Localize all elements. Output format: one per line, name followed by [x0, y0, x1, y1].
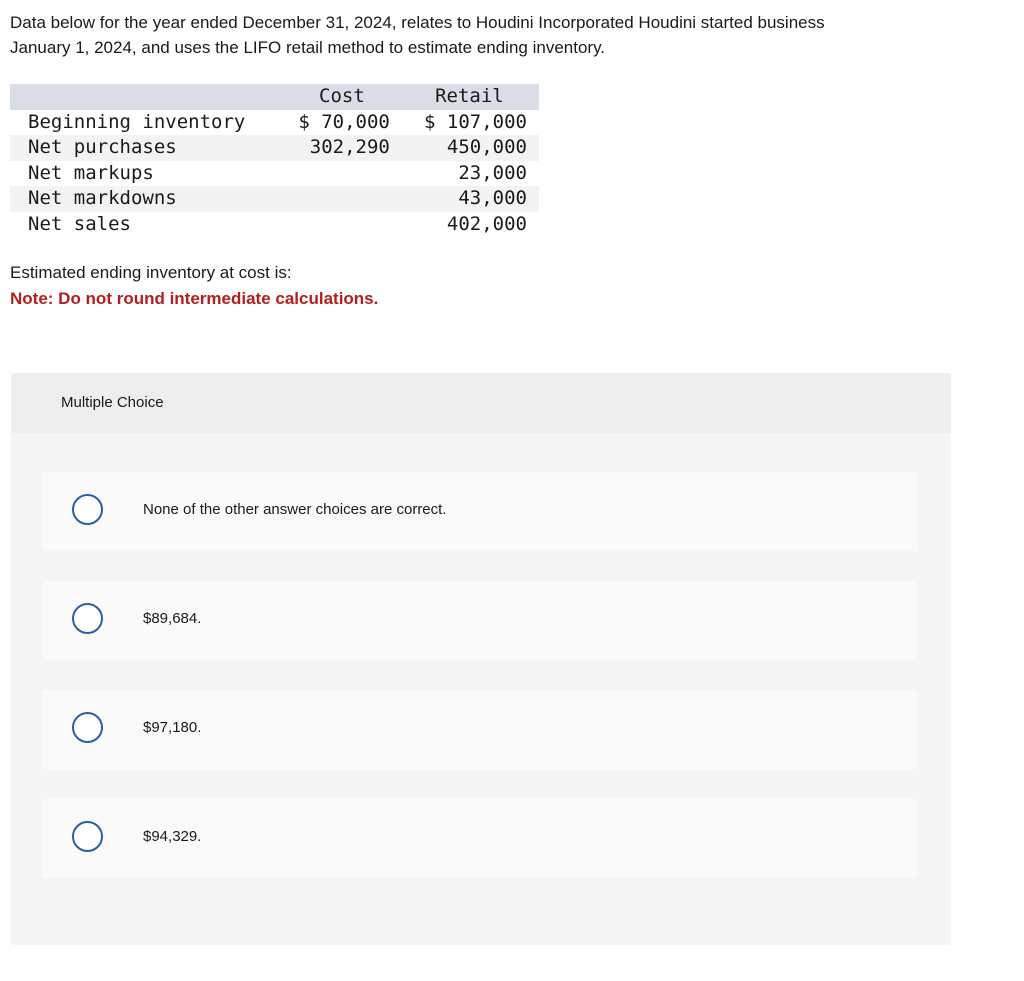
question-prompt: Estimated ending inventory at cost is:: [10, 263, 292, 282]
answer-option-label: $89,684.: [143, 610, 202, 627]
inventory-data-table: [10, 84, 539, 237]
intro-line-2: January 1, 2024, and uses the LIFO retail method to estimate ending inventory.: [10, 38, 606, 57]
multiple-choice-panel: [11, 373, 951, 945]
answer-option[interactable]: [42, 472, 917, 551]
row-cost: $ 70,000: [298, 110, 390, 133]
row-retail: 23,000: [458, 161, 527, 184]
table-row: [10, 212, 539, 238]
row-cost: [284, 212, 400, 238]
radio-button[interactable]: [72, 821, 103, 852]
multiple-choice-title: Multiple Choice: [61, 394, 164, 411]
header-cost: Cost: [319, 85, 365, 107]
row-label: Beginning inventory: [28, 110, 246, 133]
row-retail: 450,000: [446, 136, 527, 158]
answer-option-label: $94,329.: [143, 828, 202, 845]
question-block: [10, 260, 378, 312]
row-label: Net markups: [28, 161, 154, 184]
table-row: [10, 186, 539, 212]
row-cost: [284, 186, 400, 212]
table-header-row: [10, 84, 539, 110]
answer-option[interactable]: [42, 799, 917, 878]
row-retail: 43,000: [458, 187, 527, 209]
row-retail: 402,000: [446, 212, 527, 235]
multiple-choice-header: [11, 373, 951, 433]
row-label: Net purchases: [28, 136, 177, 158]
intro-line-1: Data below for the year ended December 31, 2024, relates to Houdini Incorporated Houdini started business: [10, 13, 825, 32]
answer-option-label: None of the other answer choices are correct.: [143, 501, 447, 518]
radio-button[interactable]: [72, 603, 103, 634]
question-intro: [10, 10, 970, 60]
answer-option-label: $97,180.: [143, 719, 202, 736]
row-label: Net sales: [28, 212, 131, 235]
table-row: [10, 135, 539, 161]
header-label-blank: [10, 84, 284, 110]
row-retail: $ 107,000: [424, 110, 527, 133]
header-retail: Retail: [435, 85, 504, 107]
answer-option[interactable]: [42, 581, 917, 660]
table-row: [10, 110, 539, 136]
row-label: Net markdowns: [28, 187, 177, 209]
radio-button[interactable]: [72, 494, 103, 525]
row-cost: [284, 161, 400, 187]
question-note: Note: Do not round intermediate calculations.: [10, 289, 379, 308]
table-row: [10, 161, 539, 187]
radio-button[interactable]: [72, 712, 103, 743]
row-cost: 302,290: [309, 136, 390, 158]
answer-option[interactable]: [42, 690, 917, 769]
